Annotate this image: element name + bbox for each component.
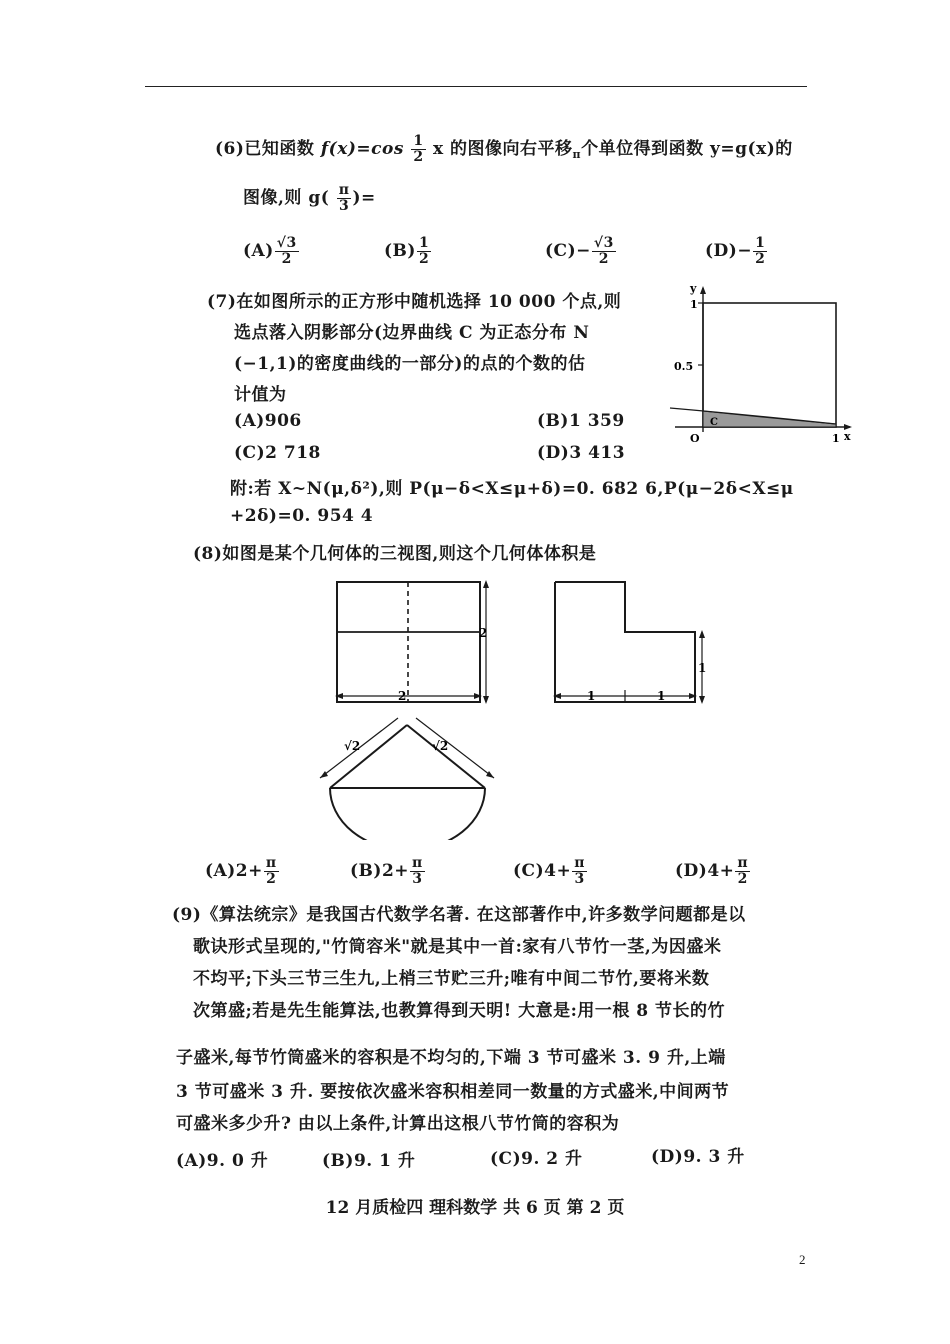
q7-line4: 计值为 bbox=[234, 385, 287, 405]
q9-option-a[interactable]: (A)9. 0 升 bbox=[176, 1151, 269, 1171]
q6-line2: 图像,则 g( $\frac{\pi}{3}$ )= bbox=[243, 182, 376, 214]
q6-frac: $\frac{1}{2}$ bbox=[413, 133, 424, 165]
q8-side-view bbox=[553, 582, 706, 704]
q6-option-c[interactable]: (C)− $\frac{√3}{2}$ bbox=[545, 235, 614, 267]
q9-line1: (9)《算法统宗》是我国古代数学名著. 在这部著作中,许多数学问题都是以 bbox=[172, 905, 746, 925]
q6-option-b[interactable]: (B) $\frac{1}{2}$ bbox=[384, 235, 430, 267]
q9-line2: 歌诀形式呈现的,"竹筒容米"就是其中一首:家有八节竹一茎,为因盛米 bbox=[193, 937, 722, 957]
q8-option-c[interactable]: (C)4+ $\frac{\pi}{3}$ bbox=[513, 855, 585, 887]
q7-option-b[interactable]: (B)1 359 bbox=[537, 411, 625, 431]
q9-option-d[interactable]: (D)9. 3 升 bbox=[651, 1147, 745, 1167]
q8-top-right-length: √2 bbox=[432, 739, 449, 753]
q7-option-d[interactable]: (D)3 413 bbox=[537, 443, 626, 463]
q8-option-a[interactable]: (A)2+ $\frac{\pi}{2}$ bbox=[205, 855, 277, 887]
exam-footer: 12 月质检四 理科数学 共 6 页 第 2 页 bbox=[325, 1198, 625, 1218]
q9-option-b[interactable]: (B)9. 1 升 bbox=[322, 1151, 416, 1171]
q6-line1: (6)已知函数 f(x)=cos $\frac{1}{2}$ x 的图像向右平移$_\pi$个单位得到函数 y=g(x)的 bbox=[215, 133, 793, 165]
q8-top-left-length: √2 bbox=[344, 739, 361, 753]
q7-graph-curve-label: C bbox=[710, 417, 718, 428]
q7-line3: (−1,1)的密度曲线的一部分)的点的个数的估 bbox=[234, 354, 586, 374]
q8-top-view bbox=[320, 718, 494, 840]
q8-option-d[interactable]: (D)4+ $\frac{\pi}{2}$ bbox=[675, 855, 749, 887]
q8-three-views bbox=[310, 570, 720, 840]
q9-line3: 不均平;下头三节三生九,上梢三节贮三升;唯有中间二节竹,要将米数 bbox=[193, 969, 710, 989]
page-number: 2 bbox=[799, 1252, 806, 1267]
q7-graph-x-label: x bbox=[844, 430, 851, 443]
q9-line4: 次第盛;若是先生能算法,也教算得到天明! 大意是:用一根 8 节长的竹 bbox=[193, 1001, 726, 1021]
q8-option-b[interactable]: (B)2+ $\frac{\pi}{3}$ bbox=[350, 855, 423, 887]
q7-note-line2: +2δ)=0. 954 4 bbox=[230, 506, 374, 526]
q8-side-width: 1 bbox=[587, 689, 596, 703]
q7-line2: 选点落入阴影部分(边界曲线 C 为正态分布 N bbox=[234, 323, 590, 343]
q7-line1: (7)在如图所示的正方形中随机选择 10 000 个点,则 bbox=[207, 292, 622, 312]
q9-option-c[interactable]: (C)9. 2 升 bbox=[490, 1149, 583, 1169]
q7-option-c[interactable]: (C)2 718 bbox=[234, 443, 321, 463]
q8-side-width2: 1 bbox=[657, 689, 666, 703]
q8-front-view bbox=[335, 580, 489, 704]
q8-side-height: 1 bbox=[698, 661, 707, 675]
q8-front-width: 2 bbox=[398, 689, 407, 703]
q8-front-height: 2 bbox=[479, 626, 488, 640]
q7-note-line1: 附:若 X~N(μ,δ²),则 P(μ−δ<X≤μ+δ)=0. 682 6,P(μ−2δ<X≤μ bbox=[230, 479, 794, 499]
q7-graph-y-label: y bbox=[690, 282, 697, 295]
q9-line7: 可盛米多少升? 由以上条件,计算出这根八节竹筒的容积为 bbox=[176, 1114, 620, 1134]
q7-graph-tick-half: 0.5 bbox=[674, 360, 694, 373]
q6-option-d[interactable]: (D)− $\frac{1}{2}$ bbox=[705, 235, 766, 267]
header-rule bbox=[145, 86, 807, 87]
q7-option-a[interactable]: (A)906 bbox=[234, 411, 302, 431]
q9-line5: 子盛米,每节竹筒盛米的容积是不均匀的,下端 3 节可盛米 3. 9 升,上端 bbox=[176, 1048, 726, 1068]
q9-line6: 3 节可盛米 3 升. 要按依次盛米容积相差同一数量的方式盛米,中间两节 bbox=[176, 1082, 730, 1102]
q6-option-a[interactable]: (A) $\frac{√3}{2}$ bbox=[243, 235, 297, 267]
q7-normal-curve-graph bbox=[660, 280, 860, 450]
q7-graph-origin: O bbox=[690, 432, 700, 445]
q7-graph-tick-1: 1 bbox=[690, 298, 698, 311]
q8-text: (8)如图是某个几何体的三视图,则这个几何体体积是 bbox=[193, 544, 597, 564]
q7-graph-tick-x1: 1 bbox=[832, 432, 840, 445]
